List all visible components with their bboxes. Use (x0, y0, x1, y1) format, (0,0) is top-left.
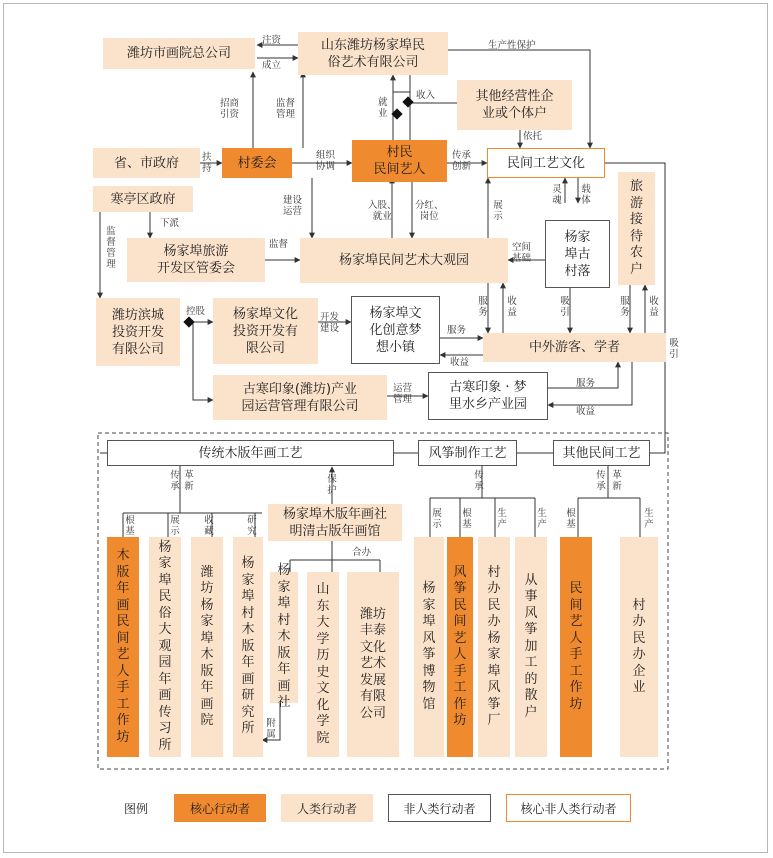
node-hanting-gov: 寒亭区政府 (93, 186, 193, 212)
node-sdu-college: 山东大学历史文化学院 (307, 572, 339, 757)
node-villagers: 村民 民间艺人 (352, 140, 447, 182)
label-carrier: 载体 (581, 184, 591, 206)
label-attach: 附属 (266, 718, 276, 740)
label-assign: 下派 (160, 218, 180, 229)
label-root-kite: 根基 (462, 508, 472, 530)
label-recruit: 招商 引资 (220, 98, 240, 120)
label-produce-other: 生产 (644, 508, 654, 530)
label-research: 研究 (247, 515, 257, 537)
node-kite-factory: 村办民办杨家埠风筝厂 (478, 537, 510, 757)
label-rely: 依托 (523, 131, 543, 142)
label-attract: 吸引 (560, 296, 570, 318)
label-inherit-kite: 传承 (474, 470, 484, 492)
label-organize: 组织 协调 (316, 150, 336, 172)
node-other-businesses: 其他经营性企 业或个体户 (457, 80, 572, 130)
label-cohost: 合办 (352, 547, 372, 558)
label-supervise: 监督 (269, 239, 289, 250)
node-woodblock-museum: 潍坊杨家埠木版年画院 (191, 537, 223, 757)
label-dividend-post: 分红、 岗位 (415, 200, 444, 222)
node-culture-invest: 杨家埠文化 投资开发有 限公司 (213, 298, 318, 364)
node-woodblock-craft: 传统木版年画工艺 (107, 440, 394, 466)
label-protect: 保护 (327, 474, 337, 496)
legend-human-actor: 人类行动者 (281, 794, 373, 822)
legend-title: 图例 (124, 802, 149, 816)
node-other-craft: 其他民间工艺 (553, 440, 650, 466)
node-water-town: 古寒印象 · 梦 里水乡产业园 (428, 372, 548, 420)
label-establish: 成立 (262, 60, 282, 71)
label-supervise-manage-2: 监督 管理 (106, 226, 116, 270)
label-attract-2: 吸 引 (669, 338, 679, 360)
node-weifang-fengtai: 潍坊丰泰文化艺术发展有限公司 (347, 572, 399, 757)
label-operate-manage: 运营 管理 (393, 383, 413, 405)
label-revenue-town: 收益 (450, 357, 470, 368)
node-kite-museum: 杨家埠风筝博物馆 (414, 537, 444, 757)
label-inherit-wood: 传承 (170, 470, 180, 492)
legend-core-actor: 核心行动者 (174, 794, 266, 822)
node-village-committee: 村委会 (222, 148, 292, 178)
node-kite-artisans: 风筝民间艺人手工作坊 (447, 537, 473, 757)
label-spatial-base: 空间 基础 (512, 242, 532, 264)
legend-core-nonhuman-actor: 核心非人类行动者 (506, 794, 631, 822)
node-kite-craft: 风筝制作工艺 (418, 440, 517, 466)
label-invest-employ: 入股、 就业 (368, 200, 397, 222)
label-production-protect: 生产性保护 (488, 40, 536, 51)
label-innovate-wood: 革新 (184, 470, 194, 492)
label-revenue-farmers: 收益 (649, 296, 659, 318)
node-folk-art-company: 山东潍坊杨家埠民 俗艺术有限公司 (298, 32, 448, 75)
node-tourism-zone: 杨家埠旅游 开发区管委会 (127, 238, 265, 282)
node-weifang-painting: 潍坊市画院总公司 (103, 38, 255, 69)
label-service-park: 服务 (478, 296, 488, 318)
node-province-city-gov: 省、市政府 (93, 148, 200, 178)
label-revenue-water: 收益 (576, 406, 596, 417)
label-display-kite: 展示 (432, 508, 442, 530)
label-inspiration: 灵魂 (552, 184, 562, 206)
node-binhe-invest: 潍坊滨城 投资开发 有限公司 (96, 298, 180, 366)
label-innovate-other: 革新 (612, 470, 622, 492)
node-woodblock-society: 杨家埠木版年画社 明清古版年画馆 (268, 504, 402, 541)
node-dream-town: 杨家埠文 化创意梦 想小镇 (351, 296, 440, 364)
node-kite-households: 从事风筝加工的散户 (515, 537, 547, 757)
label-root-wood: 根基 (125, 515, 135, 537)
label-inherit-other: 传承 (596, 470, 606, 492)
node-ancient-village: 杨家 埠古 村落 (545, 220, 610, 288)
node-craft-workshops: 民间艺人手工作坊 (560, 537, 592, 757)
label-develop-build: 开发 建设 (320, 312, 340, 334)
node-village-society: 杨家埠村木版年画社 (270, 572, 298, 703)
label-supervise-manage: 监督 管理 (276, 98, 296, 120)
label-display: 展示 (493, 200, 503, 222)
label-inject: 注资 (262, 35, 282, 46)
label-holding: 控股 (186, 306, 206, 317)
label-service-town: 服务 (447, 325, 467, 336)
label-build-operate: 建设 运营 (283, 195, 303, 217)
node-woodblock-artisans: 木版年画民间艺人手工作坊 (107, 537, 139, 757)
node-tourism-farmers: 旅游接待农户 (618, 172, 655, 285)
node-industrial-park-mgmt: 古寒印象(潍坊)产业 园运营管理有限公司 (213, 375, 387, 420)
label-employ: 就 业 (378, 97, 388, 119)
node-tourists: 中外游客、学者 (483, 333, 666, 362)
node-grand-park: 杨家埠民间艺术大观园 (300, 238, 508, 283)
label-produce-kite-2: 生产 (537, 508, 547, 530)
node-village-enterprises: 村办民办企业 (620, 537, 658, 757)
node-folk-culture: 民间工艺文化 (487, 148, 605, 178)
legend-nonhuman-actor: 非人类行动者 (388, 794, 491, 822)
label-service-farmers: 服务 (620, 296, 630, 318)
label-display-wood: 展示 (170, 515, 180, 537)
label-root-other: 根基 (566, 508, 576, 530)
label-inherit-innovate: 传承 创新 (452, 150, 472, 172)
node-research-institute: 杨家埠村木版年画研究所 (233, 537, 263, 757)
label-income: 收入 (416, 90, 436, 101)
label-produce-kite: 生产 (497, 508, 507, 530)
label-collect: 收藏 (204, 515, 214, 537)
label-support: 扶 持 (202, 152, 212, 174)
label-revenue-park: 收益 (507, 296, 517, 318)
node-training-center: 杨家埠民俗大观园年画传习所 (149, 537, 181, 757)
label-service-water: 服务 (576, 378, 596, 389)
